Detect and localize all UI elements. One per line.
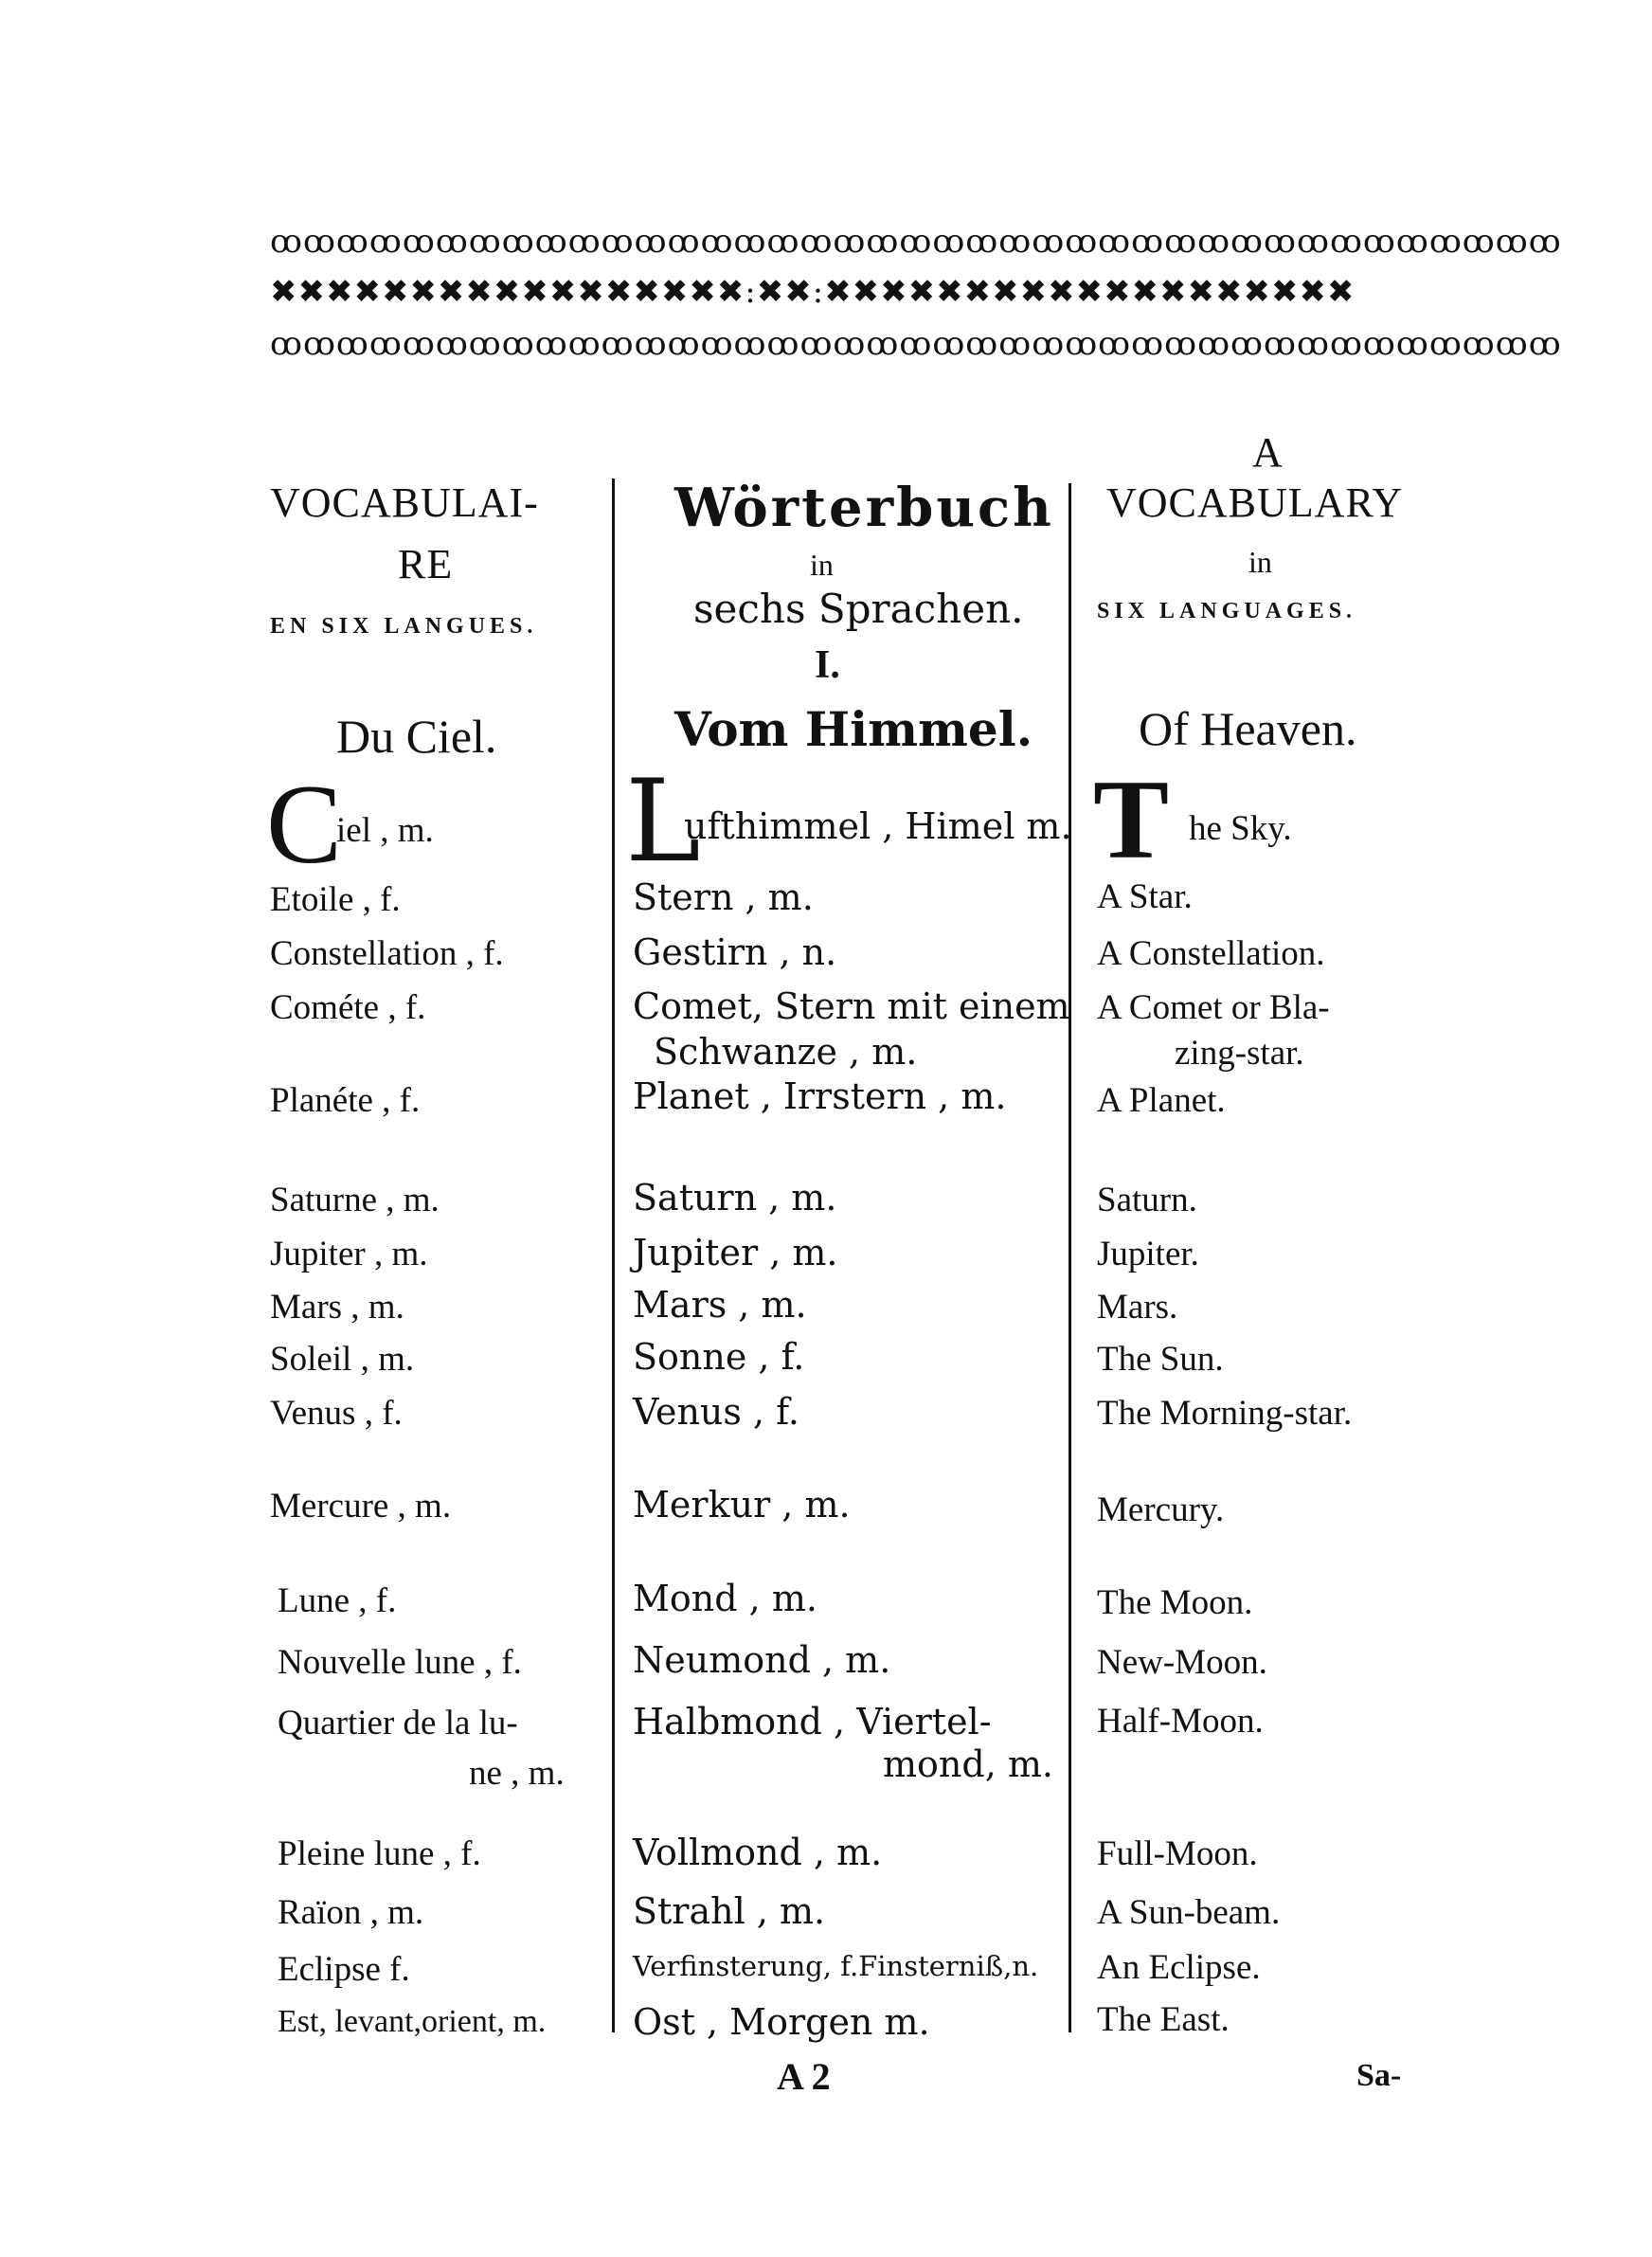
english-entry: A Comet or Bla- (1097, 988, 1330, 1027)
french-entry: Saturne , m. (270, 1181, 440, 1219)
french-entry: Eclipse f. (278, 1950, 410, 1989)
english-entry: Saturn. (1097, 1181, 1197, 1219)
english-title-article: A (1252, 429, 1284, 476)
french-entry: Constellation , f. (270, 934, 504, 973)
column-divider-left (612, 478, 615, 2032)
german-entry: Vollmond , m. (633, 1832, 883, 1873)
french-entry: Quartier de la lu- (278, 1704, 518, 1742)
french-title-line1: VOCABULAI- (270, 479, 539, 526)
french-entry: Nouvelle lune , f. (278, 1643, 522, 1682)
german-section-heading: Vom Himmel. (674, 701, 1033, 757)
english-subtitle: SIX LANGUAGES. (1097, 599, 1357, 623)
ornament-row-bottom: ꝏꝏꝏꝏꝏꝏꝏꝏꝏꝏꝏꝏꝏꝏꝏꝏꝏꝏꝏꝏꝏꝏꝏꝏꝏꝏꝏꝏꝏꝏꝏꝏꝏꝏꝏꝏꝏꝏꝏ (270, 325, 1562, 363)
french-subtitle: EN SIX LANGUES. (270, 614, 538, 639)
signature-mark: A 2 (777, 2055, 831, 2098)
english-entry: The Morning-star. (1097, 1394, 1353, 1433)
german-entry: Gestirn , n. (633, 931, 837, 973)
english-entry: A Star. (1097, 877, 1193, 916)
english-section-heading: Of Heaven. (1139, 702, 1357, 755)
english-entry: The Sun. (1097, 1340, 1224, 1379)
english-entry-continuation: zing-star. (1175, 1034, 1304, 1073)
french-entry: Mercure , m. (270, 1487, 452, 1526)
german-entry-continuation: mond, m. (883, 1743, 1053, 1785)
german-entry: Venus , f. (633, 1391, 799, 1433)
french-title-line2: RE (398, 541, 454, 587)
ornament-row-middle: ✖✖✖✖✖✖✖✖✖✖✖✖✖✖✖✖✖:✖✖:✖✖✖✖✖✖✖✖✖✖✖✖✖✖✖✖✖✖✖ (270, 273, 1356, 311)
german-entry: Merkur , m. (633, 1484, 851, 1526)
english-title-in: in (1248, 545, 1272, 579)
french-entry: Raïon , m. (278, 1893, 424, 1932)
english-drop-cap: T (1093, 756, 1170, 882)
french-entry: Planéte , f. (270, 1081, 421, 1120)
english-entry: New-Moon. (1097, 1643, 1267, 1682)
german-entry: Stern , m. (633, 876, 814, 918)
german-entry: Halbmond , Viertel- (633, 1701, 992, 1742)
english-entry: Mars. (1097, 1288, 1178, 1327)
english-entry: An Eclipse. (1097, 1948, 1261, 1987)
english-entry: Mercury. (1097, 1490, 1225, 1529)
column-divider-right (1068, 483, 1071, 2032)
english-entry: The East. (1097, 2000, 1230, 2039)
french-entry: Etoile , f. (270, 880, 401, 919)
english-entry: The Moon. (1097, 1583, 1253, 1622)
german-entry: Sonne , f. (633, 1336, 805, 1378)
german-entry: Comet, Stern mit einem (633, 985, 1070, 1027)
german-entry: Verfinsterung, f.Finsterniß,n. (633, 1950, 1039, 1982)
french-section-heading: Du Ciel. (336, 710, 497, 763)
german-subtitle: sechs Sprachen. (693, 586, 1024, 632)
french-entry: Venus , f. (270, 1394, 403, 1433)
english-entry: Half-Moon. (1097, 1702, 1264, 1741)
german-entry: Mond , m. (633, 1578, 817, 1619)
german-title-in: in (810, 548, 834, 582)
ornament-row-top: ꝏꝏꝏꝏꝏꝏꝏꝏꝏꝏꝏꝏꝏꝏꝏꝏꝏꝏꝏꝏꝏꝏꝏꝏꝏꝏꝏꝏꝏꝏꝏꝏꝏꝏꝏꝏꝏꝏꝏ (270, 223, 1562, 261)
french-entry: Lune , f. (278, 1581, 397, 1620)
german-entry-continuation: Schwanze , m. (654, 1031, 918, 1073)
english-entry: A Planet. (1097, 1081, 1226, 1120)
french-drop-cap: C (266, 761, 343, 887)
english-entry: Jupiter. (1097, 1235, 1199, 1273)
english-entry: Full-Moon. (1097, 1834, 1258, 1873)
german-entry-first: ufthimmel , Himel m. (684, 805, 1072, 847)
german-entry: Saturn , m. (633, 1177, 837, 1219)
french-entry: Soleil , m. (270, 1340, 415, 1379)
german-entry: Mars , m. (633, 1284, 807, 1326)
english-title: VOCABULARY (1106, 479, 1404, 526)
german-entry: Jupiter , m. (633, 1232, 838, 1273)
french-entry: Cométe , f. (270, 988, 426, 1027)
french-entry-continuation: ne , m. (469, 1754, 565, 1793)
english-entry: A Sun-beam. (1097, 1893, 1281, 1932)
english-entry: A Constellation. (1097, 934, 1325, 973)
french-entry-first: iel , m. (336, 811, 434, 850)
catchword: Sa- (1356, 2058, 1402, 2093)
german-entry: Ost , Morgen m. (633, 2001, 930, 2043)
french-entry: Jupiter , m. (270, 1235, 428, 1273)
german-entry: Strahl , m. (633, 1890, 826, 1932)
french-entry: Pleine lune , f. (278, 1834, 481, 1873)
german-chapter-number: I. (815, 643, 840, 687)
english-entry-first: he Sky. (1189, 809, 1292, 848)
german-entry: Planet , Irrstern , m. (633, 1075, 1007, 1117)
french-entry: Est, levant,orient, m. (278, 2004, 547, 2039)
german-entry: Neumond , m. (633, 1639, 891, 1681)
german-drop-cap: L (625, 756, 701, 888)
french-entry: Mars , m. (270, 1288, 404, 1327)
german-title: Wörterbuch (674, 477, 1054, 539)
